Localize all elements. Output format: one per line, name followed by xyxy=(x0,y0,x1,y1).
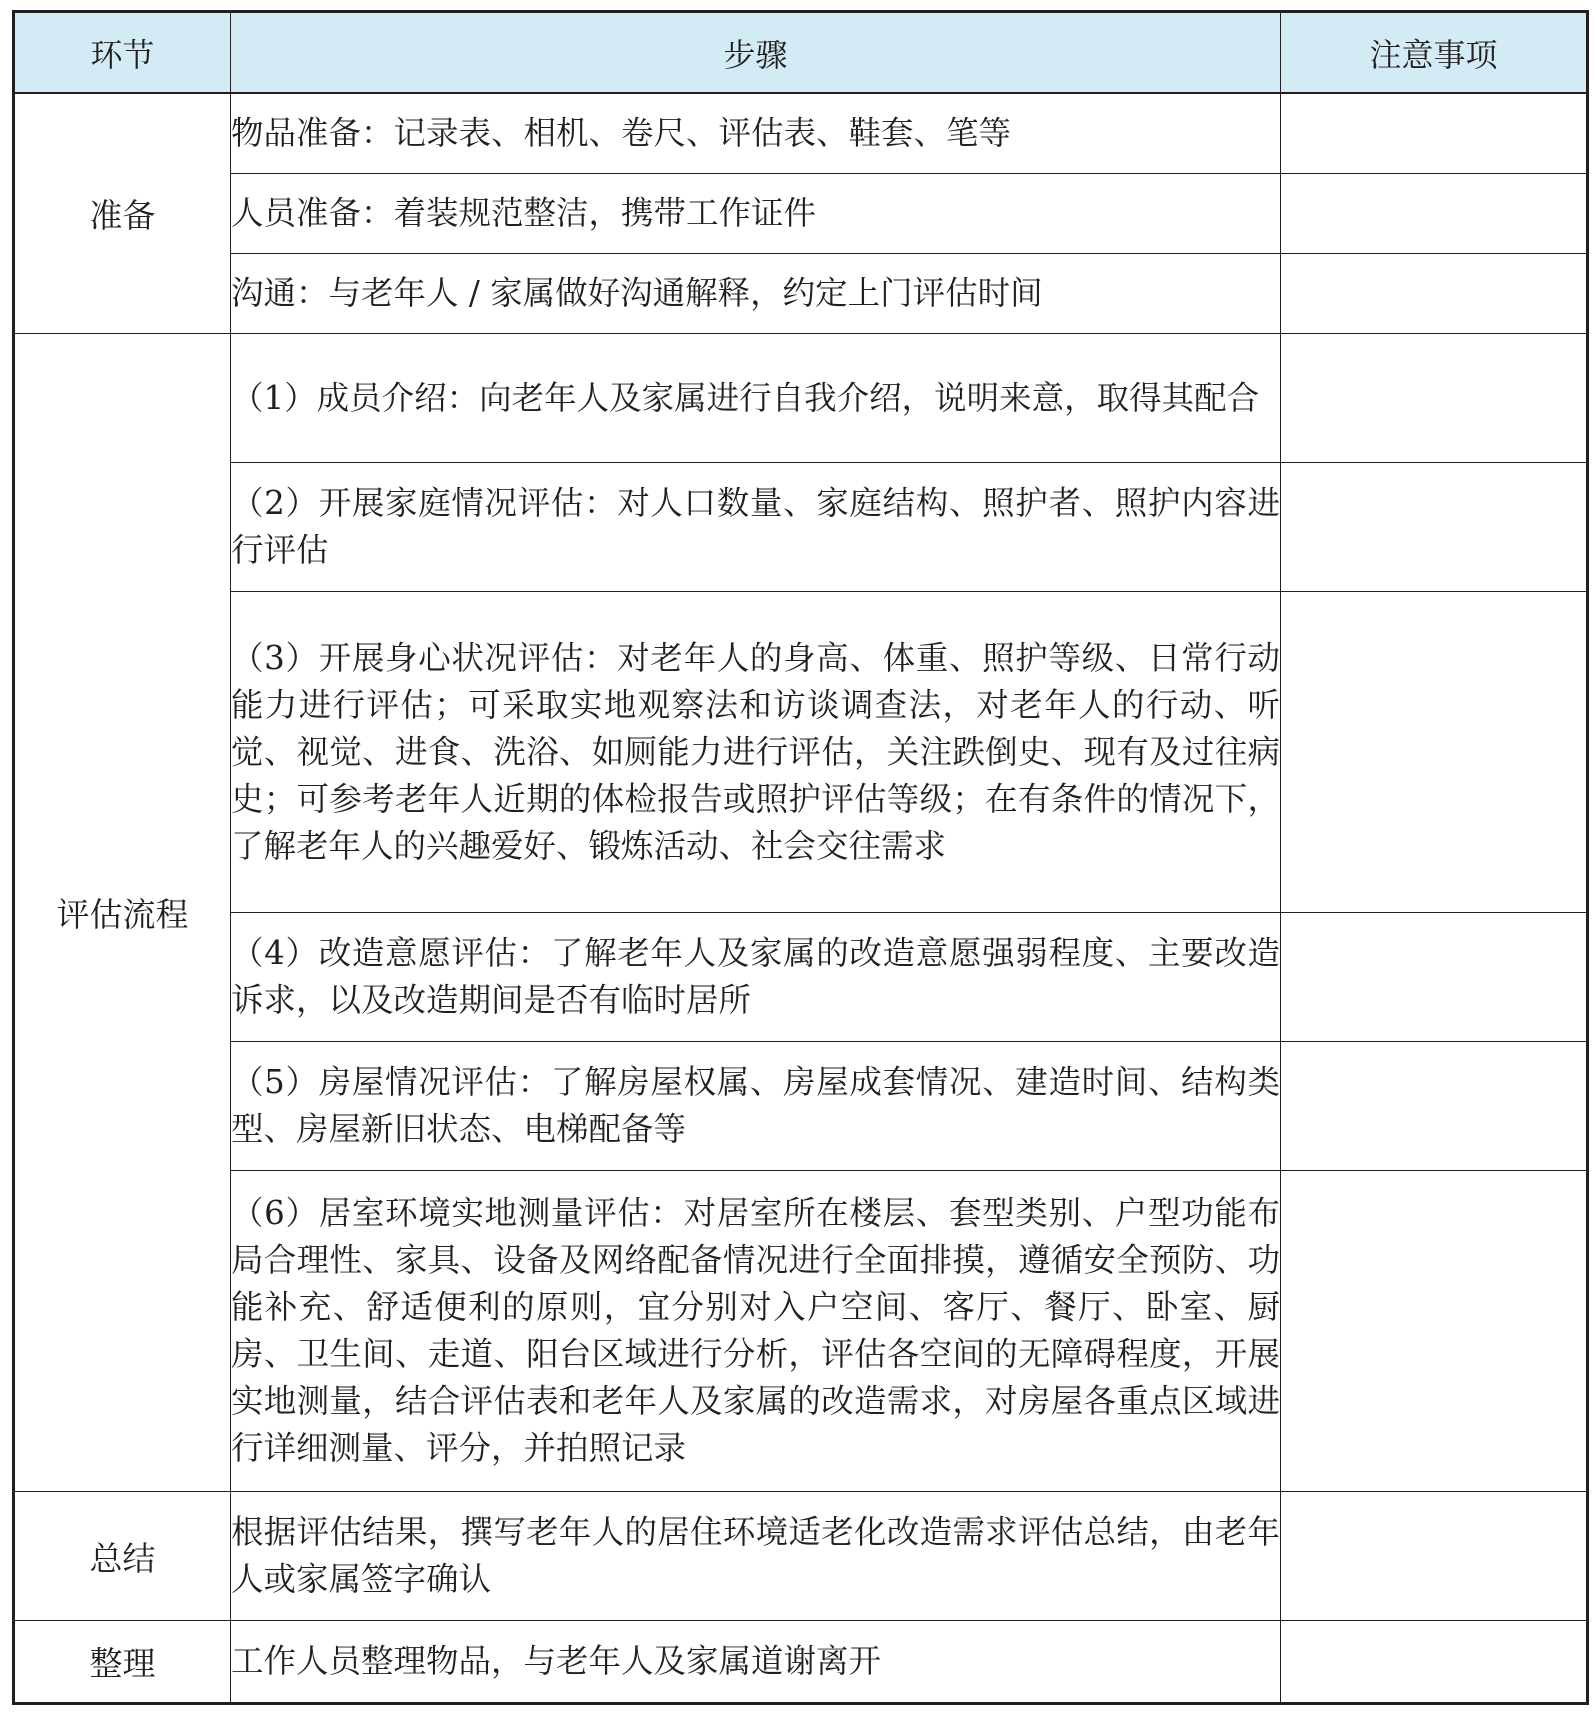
table-row xyxy=(14,913,1588,1042)
stage-process: 评估流程 xyxy=(14,334,231,1492)
step-eval-3: （3）开展身心状况评估：对老年人的身高、体重、照护等级、日常行动能力进行评估；可采取实地观察法和访谈调查法，对老年人的行动、听觉、视觉、进食、洗浴、如厕能力进行评估，关注跌倒史、现有及过往病史；可参考老年人近期的体检报告或照护评估等级；在有条件的情况下，了解老年人的兴趣爱好、锻炼活动、社会交往需求 xyxy=(231,592,1281,913)
header-stage: 环节 xyxy=(14,12,231,94)
note-cell xyxy=(1281,254,1588,334)
note-cell xyxy=(1281,174,1588,254)
stage-prepare: 准备 xyxy=(14,93,231,334)
note-cell xyxy=(1281,1171,1588,1492)
table-row xyxy=(14,1042,1588,1171)
step-prep-items: 物品准备：记录表、相机、卷尺、评估表、鞋套、笔等 xyxy=(231,93,1281,174)
step-prep-communication: 沟通：与老年人 / 家属做好沟通解释，约定上门评估时间 xyxy=(231,254,1281,334)
assessment-process-table xyxy=(12,10,1589,1705)
table-row xyxy=(14,463,1588,592)
note-cell xyxy=(1281,913,1588,1042)
stage-tidy: 整理 xyxy=(14,1621,231,1704)
step-summary: 根据评估结果，撰写老年人的居住环境适老化改造需求评估总结，由老年人或家属签字确认 xyxy=(231,1492,1281,1621)
step-eval-1: （1）成员介绍：向老年人及家属进行自我介绍，说明来意，取得其配合 xyxy=(231,334,1281,463)
step-eval-2: （2）开展家庭情况评估：对人口数量、家庭结构、照护者、照护内容进行评估 xyxy=(231,463,1281,592)
table-row xyxy=(14,334,1588,463)
step-eval-5: （5）房屋情况评估：了解房屋权属、房屋成套情况、建造时间、结构类型、房屋新旧状态、电梯配备等 xyxy=(231,1042,1281,1171)
table-header-row xyxy=(14,12,1588,94)
note-cell xyxy=(1281,93,1588,174)
stage-summary: 总结 xyxy=(14,1492,231,1621)
header-steps: 步骤 xyxy=(231,12,1281,94)
table-row xyxy=(14,1492,1588,1621)
table-row xyxy=(14,592,1588,913)
note-cell xyxy=(1281,592,1588,913)
table-row xyxy=(14,174,1588,254)
step-eval-6: （6）居室环境实地测量评估：对居室所在楼层、套型类别、户型功能布局合理性、家具、设备及网络配备情况进行全面排摸，遵循安全预防、功能补充、舒适便利的原则，宜分别对入户空间、客厅、餐厅、卧室、厨房、卫生间、走道、阳台区域进行分析，评估各空间的无障碍程度，开展实地测量，结合评估表和老年人及家属的改造需求，对房屋各重点区域进行详细测量、评分，并拍照记录 xyxy=(231,1171,1281,1492)
step-eval-4: （4）改造意愿评估：了解老年人及家属的改造意愿强弱程度、主要改造诉求，以及改造期间是否有临时居所 xyxy=(231,913,1281,1042)
note-cell xyxy=(1281,1492,1588,1621)
note-cell xyxy=(1281,1042,1588,1171)
note-cell xyxy=(1281,1621,1588,1704)
step-tidy: 工作人员整理物品，与老年人及家属道谢离开 xyxy=(231,1621,1281,1704)
table-row xyxy=(14,93,1588,174)
table-row xyxy=(14,1171,1588,1492)
step-prep-staff: 人员准备：着装规范整洁，携带工作证件 xyxy=(231,174,1281,254)
table-row xyxy=(14,1621,1588,1704)
header-notes: 注意事项 xyxy=(1281,12,1588,94)
note-cell xyxy=(1281,463,1588,592)
note-cell xyxy=(1281,334,1588,463)
table-row xyxy=(14,254,1588,334)
